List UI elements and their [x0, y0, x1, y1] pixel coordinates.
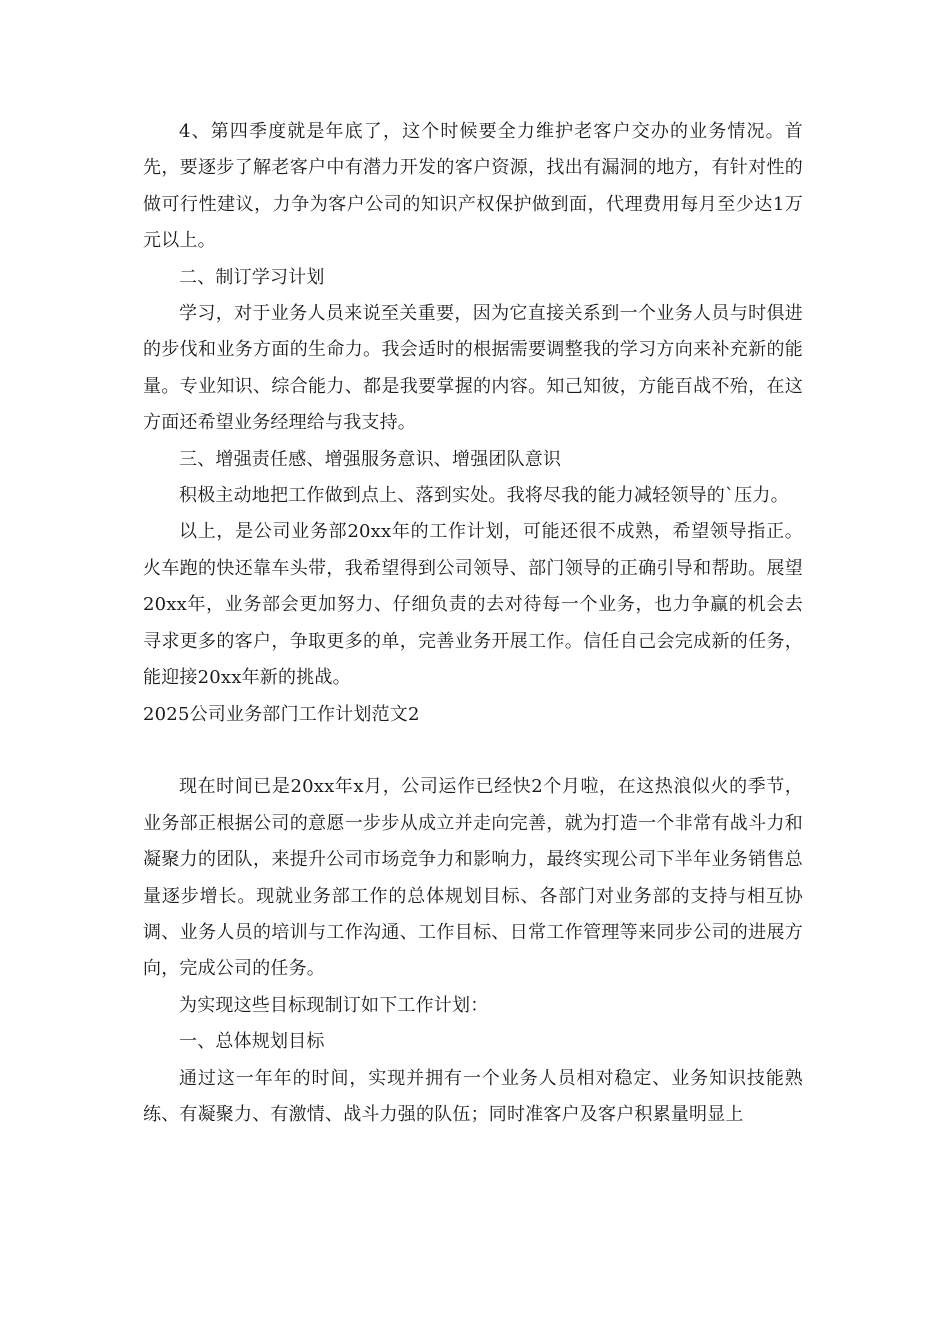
document-body	[143, 114, 803, 1133]
paragraph-plan-lead: 为实现这些目标现制订如下工作计划：	[179, 994, 489, 1016]
heading-study-plan: 二、制订学习计划	[179, 266, 325, 288]
paragraph-proactive: 积极主动地把工作做到点上、落到实处。我将尽我的能力减轻领导的`压力。	[179, 485, 789, 507]
paragraph-q4-plan: 4、第四季度就是年底了，这个时候要全力维护老客户交办的业务情况。首先，要逐步了解老客户中有潜力开发的客户资源，找出有漏洞的地方，有针对性的做可行性建议，力争为客户公司的知识产权保护做到面，代理费用每月至少达1万元以上。	[143, 121, 803, 252]
section-title: 2025公司业务部门工作计划范文2	[143, 703, 420, 725]
blank-line	[143, 733, 803, 769]
heading-responsibility: 三、增强责任感、增强服务意识、增强团队意识	[179, 448, 562, 470]
paragraph-summary: 以上，是公司业务部20xx年的工作计划，可能还很不成熟，希望领导指正。火车跑的快还靠车头带，我希望得到公司领导、部门领导的正确引导和帮助。展望20xx年，业务部会更加努力、仔细负责的去对待每一个业务，也力争赢的机会去寻求更多的客户，争取更多的单，完善业务开展工作。信任自己会完成新的任务，能迎接20xx年新的挑战。	[143, 521, 803, 689]
paragraph-intro: 现在时间已是20xx年x月，公司运作已经快2个月啦，在这热浪似火的季节，业务部正根据公司的意愿一步步从成立并走向完善，就为打造一个非常有战斗力和凝聚力的团队，来提升公司市场竞争力和影响力，最终实现公司下半年业务销售总量逐步增长。现就业务部工作的总体规划目标、各部门对业务部的支持与相互协调、业务人员的培训与工作沟通、工作目标、日常工作管理等来同步公司的进展方向，完成公司的任务。	[143, 776, 803, 980]
paragraph-study: 学习，对于业务人员来说至关重要，因为它直接关系到一个业务人员与时俱进的步伐和业务方面的生命力。我会适时的根据需要调整我的学习方向来补充新的能量。专业知识、综合能力、都是我要掌握的内容。知己知彼，方能百战不殆，在这方面还希望业务经理给与我支持。	[143, 303, 803, 434]
heading-overall-goal: 一、总体规划目标	[179, 1031, 325, 1053]
paragraph-overall-goal: 通过这一年年的时间，实现并拥有一个业务人员相对稳定、业务知识技能熟练、有凝聚力、有激情、战斗力强的队伍；同时准客户及客户积累量明显上	[143, 1067, 803, 1125]
